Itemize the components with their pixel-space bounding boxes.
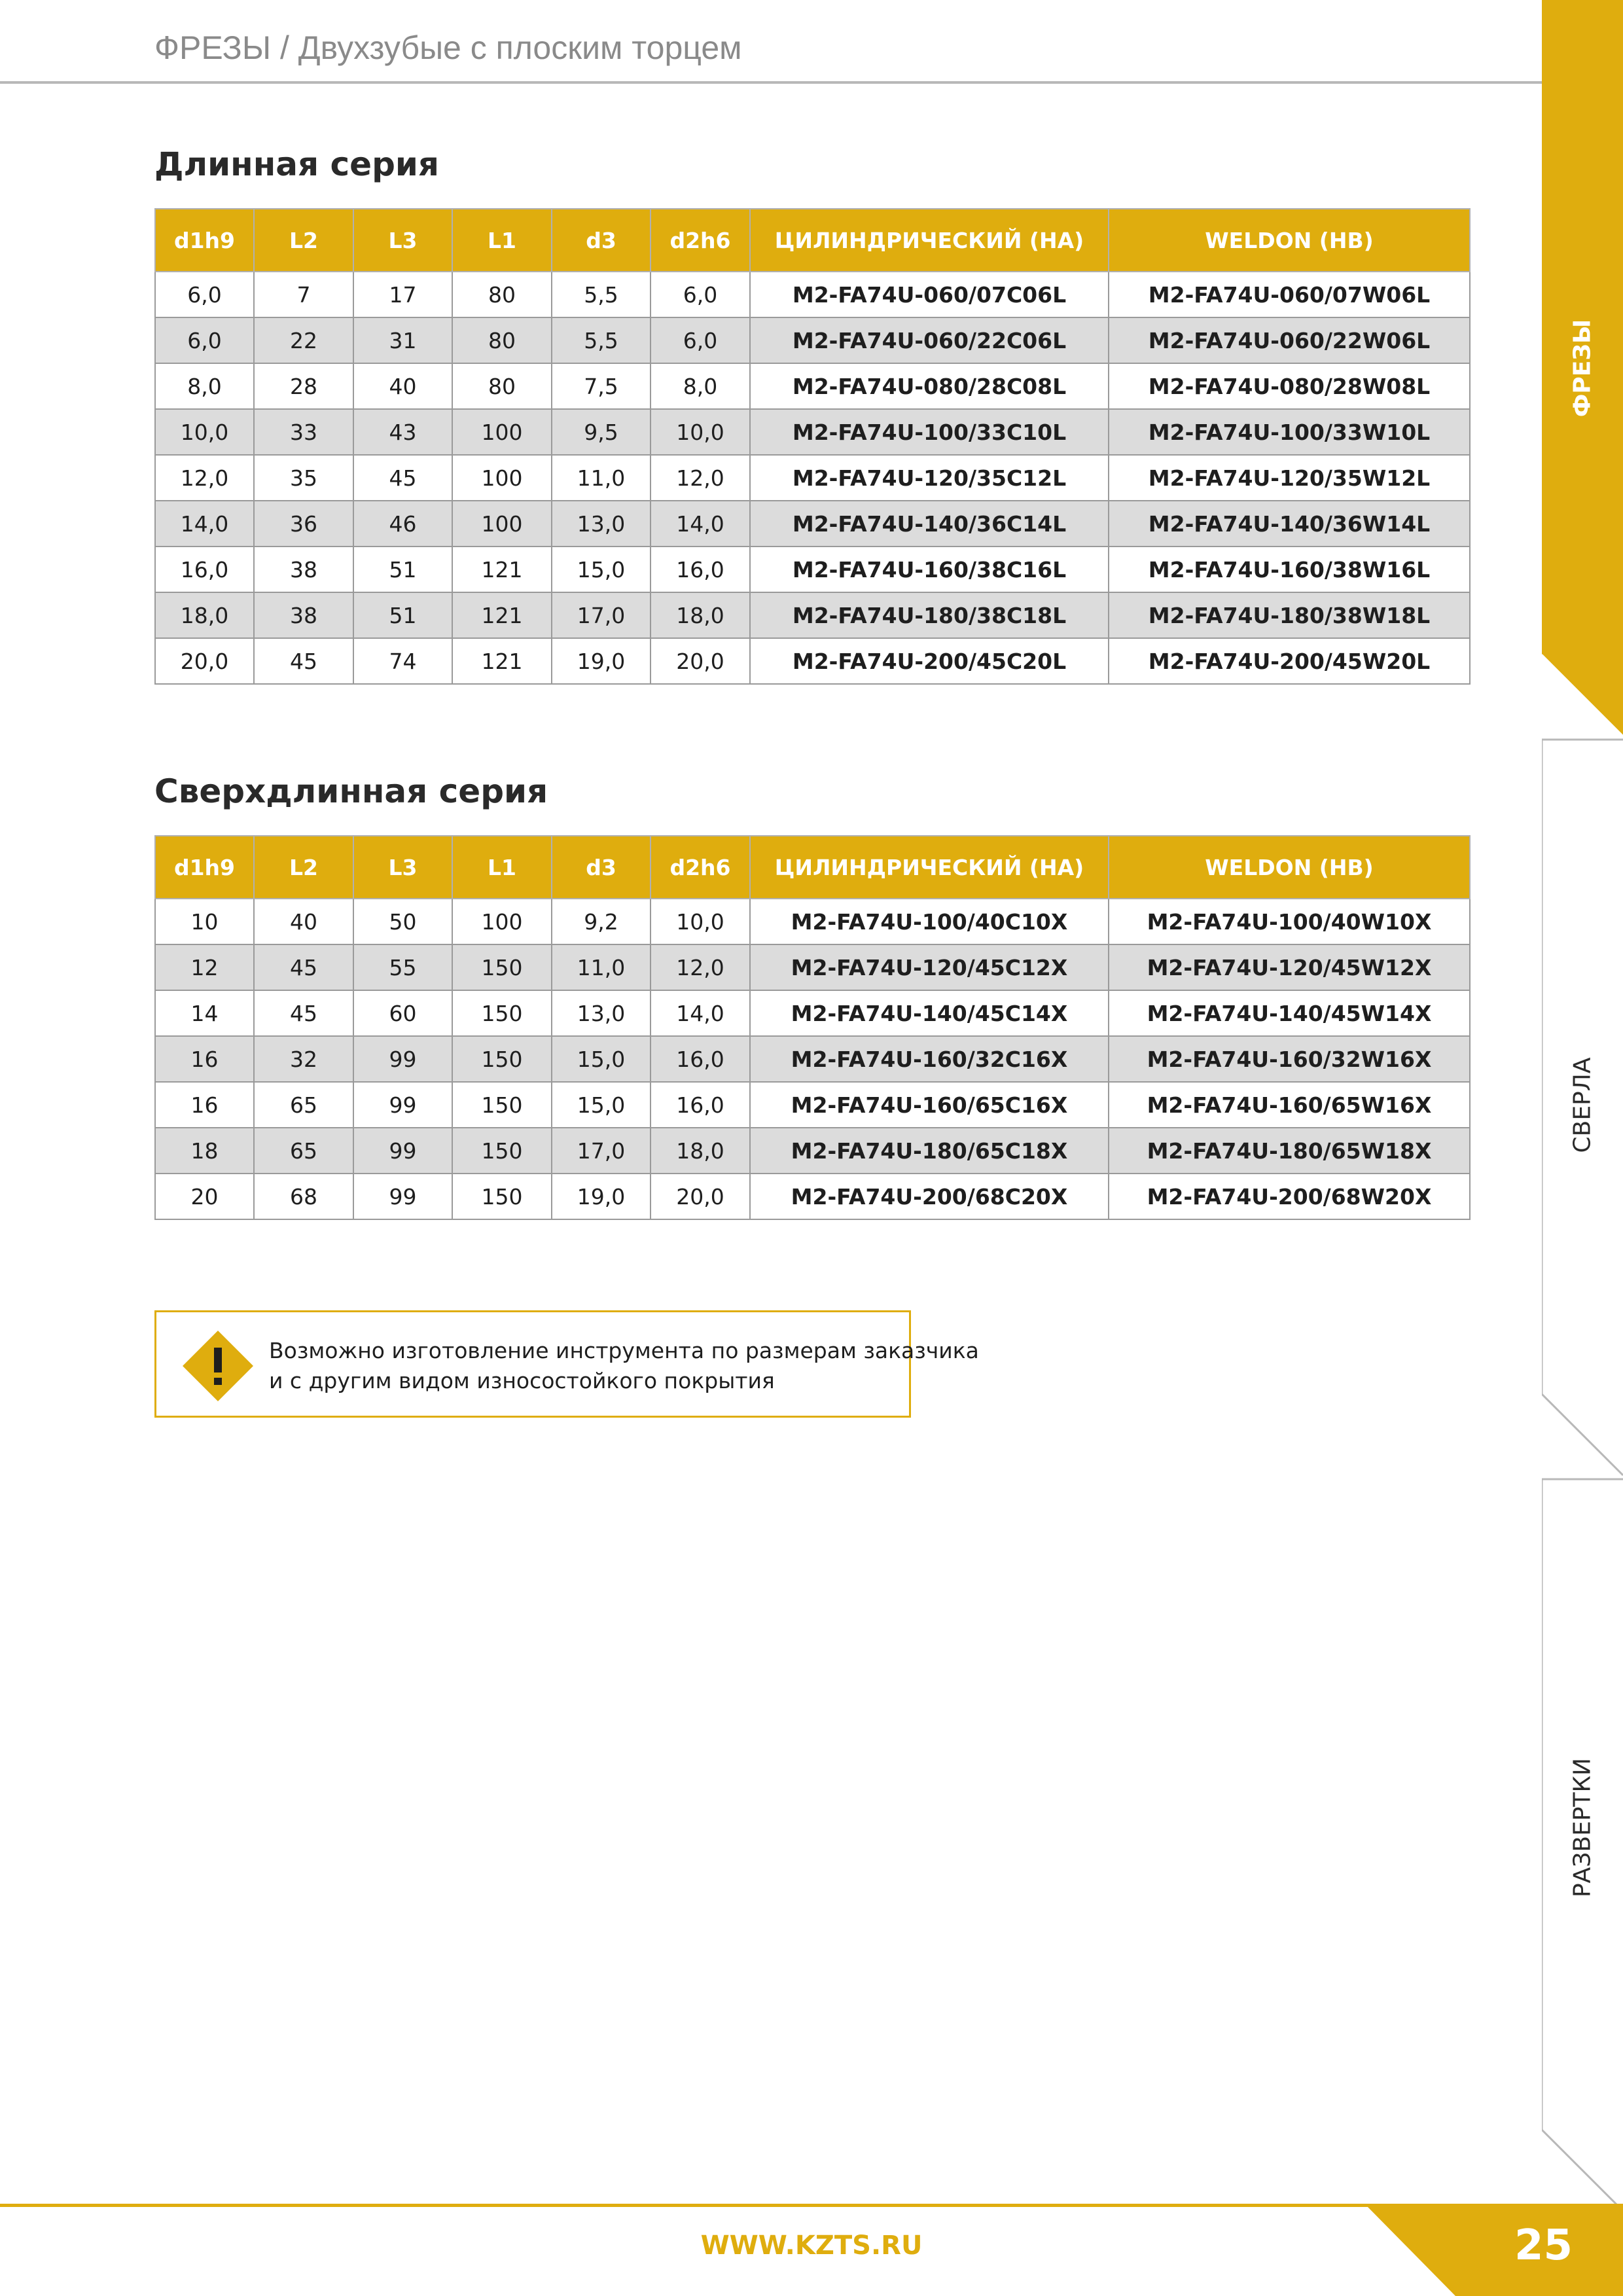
dimension-cell: 80 <box>452 363 552 409</box>
article-code-cell: M2-FA74U-060/22C06L <box>750 317 1109 363</box>
dimension-cell: 12 <box>155 944 254 990</box>
article-code-cell: M2-FA74U-200/68W20X <box>1109 1174 1470 1219</box>
column-header: L3 <box>353 836 452 899</box>
table-row <box>155 501 1470 547</box>
article-code-cell: M2-FA74U-180/65W18X <box>1109 1128 1470 1174</box>
dimension-cell: 9,2 <box>552 899 651 944</box>
dimension-cell: 65 <box>254 1128 353 1174</box>
spec-table-extra-long <box>154 835 1471 1220</box>
dimension-cell: 13,0 <box>552 990 651 1036</box>
article-code-cell: M2-FA74U-160/65W16X <box>1109 1082 1470 1128</box>
article-code-cell: M2-FA74U-080/28W08L <box>1109 363 1470 409</box>
dimension-cell: 18,0 <box>651 592 750 638</box>
page-header-title: ФРЕЗЫ / Двухзубые с плоским торцем <box>154 29 742 66</box>
dimension-cell: 15,0 <box>552 1036 651 1082</box>
dimension-cell: 55 <box>353 944 452 990</box>
note-box <box>154 1310 979 1418</box>
dimension-cell: 68 <box>254 1174 353 1219</box>
article-code-cell: M2-FA74U-120/35W12L <box>1109 455 1470 501</box>
dimension-cell: 40 <box>254 899 353 944</box>
column-header: L2 <box>254 836 353 899</box>
dimension-cell: 14,0 <box>651 990 750 1036</box>
dimension-cell: 12,0 <box>651 455 750 501</box>
dimension-cell: 150 <box>452 990 552 1036</box>
dimension-cell: 33 <box>254 409 353 455</box>
article-code-cell: M2-FA74U-200/45W20L <box>1109 638 1470 684</box>
column-header: d1h9 <box>155 209 254 272</box>
dimension-cell: 11,0 <box>552 455 651 501</box>
dimension-cell: 45 <box>254 638 353 684</box>
article-code-cell: M2-FA74U-160/38W16L <box>1109 547 1470 592</box>
table-row <box>155 363 1470 409</box>
dimension-cell: 14 <box>155 990 254 1036</box>
dimension-cell: 6,0 <box>155 272 254 317</box>
article-code-cell: M2-FA74U-160/38C16L <box>750 547 1109 592</box>
table-row <box>155 592 1470 638</box>
dimension-cell: 80 <box>452 272 552 317</box>
dimension-cell: 6,0 <box>155 317 254 363</box>
article-code-cell: M2-FA74U-160/32W16X <box>1109 1036 1470 1082</box>
dimension-cell: 15,0 <box>552 547 651 592</box>
article-code-cell: M2-FA74U-180/38C18L <box>750 592 1109 638</box>
dimension-cell: 51 <box>353 547 452 592</box>
header-divider <box>0 81 1542 84</box>
dimension-cell: 100 <box>452 409 552 455</box>
dimension-cell: 6,0 <box>651 317 750 363</box>
dimension-cell: 40 <box>353 363 452 409</box>
table-row <box>155 1036 1470 1082</box>
dimension-cell: 10 <box>155 899 254 944</box>
article-code-cell: M2-FA74U-160/32C16X <box>750 1036 1109 1082</box>
article-code-cell: M2-FA74U-060/22W06L <box>1109 317 1470 363</box>
dimension-cell: 17,0 <box>552 592 651 638</box>
dimension-cell: 16,0 <box>651 1036 750 1082</box>
section-title-extra-long: Сверхдлинная серия <box>154 772 548 810</box>
dimension-cell: 10,0 <box>651 409 750 455</box>
spec-table-long <box>154 208 1471 685</box>
dimension-cell: 5,5 <box>552 272 651 317</box>
article-code-cell: M2-FA74U-180/38W18L <box>1109 592 1470 638</box>
article-code-cell: M2-FA74U-140/45C14X <box>750 990 1109 1036</box>
dimension-cell: 80 <box>452 317 552 363</box>
table-row <box>155 455 1470 501</box>
article-code-cell: M2-FA74U-200/45C20L <box>750 638 1109 684</box>
dimension-cell: 150 <box>452 944 552 990</box>
dimension-cell: 150 <box>452 1128 552 1174</box>
dimension-cell: 16 <box>155 1082 254 1128</box>
column-header: L1 <box>452 836 552 899</box>
dimension-cell: 20,0 <box>651 1174 750 1219</box>
dimension-cell: 8,0 <box>155 363 254 409</box>
dimension-cell: 16,0 <box>651 547 750 592</box>
dimension-cell: 15,0 <box>552 1082 651 1128</box>
dimension-cell: 100 <box>452 899 552 944</box>
article-code-cell: M2-FA74U-120/45C12X <box>750 944 1109 990</box>
table-row <box>155 317 1470 363</box>
dimension-cell: 7,5 <box>552 363 651 409</box>
dimension-cell: 19,0 <box>552 638 651 684</box>
article-code-cell: M2-FA74U-100/40C10X <box>750 899 1109 944</box>
side-tab-frezy[interactable]: ФРЕЗЫ <box>1569 319 1596 418</box>
dimension-cell: 45 <box>254 944 353 990</box>
dimension-cell: 18 <box>155 1128 254 1174</box>
table-row <box>155 1082 1470 1128</box>
dimension-cell: 17,0 <box>552 1128 651 1174</box>
side-tab-razvertki[interactable]: РАЗВЕРТКИ <box>1569 1757 1596 1898</box>
dimension-cell: 16,0 <box>155 547 254 592</box>
dimension-cell: 13,0 <box>552 501 651 547</box>
article-code-cell: M2-FA74U-140/45W14X <box>1109 990 1470 1036</box>
warning-diamond-icon <box>181 1329 255 1403</box>
dimension-cell: 20,0 <box>155 638 254 684</box>
dimension-cell: 150 <box>452 1174 552 1219</box>
dimension-cell: 16,0 <box>651 1082 750 1128</box>
dimension-cell: 38 <box>254 592 353 638</box>
table-row <box>155 547 1470 592</box>
dimension-cell: 20 <box>155 1174 254 1219</box>
dimension-cell: 45 <box>353 455 452 501</box>
table-header-row <box>155 209 1470 272</box>
dimension-cell: 14,0 <box>155 501 254 547</box>
dimension-cell: 100 <box>452 455 552 501</box>
dimension-cell: 17 <box>353 272 452 317</box>
dimension-cell: 12,0 <box>155 455 254 501</box>
dimension-cell: 19,0 <box>552 1174 651 1219</box>
dimension-cell: 22 <box>254 317 353 363</box>
footer-url[interactable]: WWW.KZTS.RU <box>700 2231 923 2261</box>
dimension-cell: 5,5 <box>552 317 651 363</box>
dimension-cell: 35 <box>254 455 353 501</box>
dimension-cell: 28 <box>254 363 353 409</box>
column-header: WELDON (HB) <box>1109 209 1470 272</box>
article-code-cell: M2-FA74U-160/65C16X <box>750 1082 1109 1128</box>
table-row <box>155 944 1470 990</box>
dimension-cell: 10,0 <box>651 899 750 944</box>
dimension-cell: 46 <box>353 501 452 547</box>
dimension-cell: 20,0 <box>651 638 750 684</box>
note-line-2: и с другим видом износостойкого покрытия <box>269 1368 775 1393</box>
column-header: d3 <box>552 836 651 899</box>
article-code-cell: M2-FA74U-140/36W14L <box>1109 501 1470 547</box>
dimension-cell: 60 <box>353 990 452 1036</box>
dimension-cell: 16 <box>155 1036 254 1082</box>
dimension-cell: 99 <box>353 1128 452 1174</box>
table-header-row <box>155 836 1470 899</box>
column-header: d2h6 <box>651 209 750 272</box>
article-code-cell: M2-FA74U-120/45W12X <box>1109 944 1470 990</box>
dimension-cell: 121 <box>452 547 552 592</box>
dimension-cell: 18,0 <box>155 592 254 638</box>
article-code-cell: M2-FA74U-140/36C14L <box>750 501 1109 547</box>
dimension-cell: 7 <box>254 272 353 317</box>
dimension-cell: 45 <box>254 990 353 1036</box>
article-code-cell: M2-FA74U-080/28C08L <box>750 363 1109 409</box>
column-header: L1 <box>452 209 552 272</box>
dimension-cell: 6,0 <box>651 272 750 317</box>
table-row <box>155 272 1470 317</box>
dimension-cell: 99 <box>353 1174 452 1219</box>
column-header: WELDON (HB) <box>1109 836 1470 899</box>
table-row <box>155 638 1470 684</box>
column-header: L2 <box>254 209 353 272</box>
note-text <box>269 1336 979 1396</box>
dimension-cell: 43 <box>353 409 452 455</box>
section-title-long: Длинная серия <box>154 145 440 183</box>
dimension-cell: 50 <box>353 899 452 944</box>
dimension-cell: 99 <box>353 1036 452 1082</box>
column-header: d1h9 <box>155 836 254 899</box>
article-code-cell: M2-FA74U-180/65C18X <box>750 1128 1109 1174</box>
column-header: d3 <box>552 209 651 272</box>
article-code-cell: M2-FA74U-100/40W10X <box>1109 899 1470 944</box>
dimension-cell: 12,0 <box>651 944 750 990</box>
dimension-cell: 32 <box>254 1036 353 1082</box>
dimension-cell: 11,0 <box>552 944 651 990</box>
article-code-cell: M2-FA74U-200/68C20X <box>750 1174 1109 1219</box>
dimension-cell: 38 <box>254 547 353 592</box>
side-tab-sverla[interactable]: СВЕРЛА <box>1569 1057 1596 1153</box>
table-row <box>155 1174 1470 1219</box>
dimension-cell: 10,0 <box>155 409 254 455</box>
column-header: L3 <box>353 209 452 272</box>
column-header: ЦИЛИНДРИЧЕСКИЙ (НА) <box>750 836 1109 899</box>
dimension-cell: 36 <box>254 501 353 547</box>
table-row <box>155 990 1470 1036</box>
dimension-cell: 9,5 <box>552 409 651 455</box>
column-header: d2h6 <box>651 836 750 899</box>
article-code-cell: M2-FA74U-060/07W06L <box>1109 272 1470 317</box>
dimension-cell: 14,0 <box>651 501 750 547</box>
dimension-cell: 121 <box>452 592 552 638</box>
dimension-cell: 51 <box>353 592 452 638</box>
dimension-cell: 65 <box>254 1082 353 1128</box>
dimension-cell: 8,0 <box>651 363 750 409</box>
dimension-cell: 99 <box>353 1082 452 1128</box>
table-row <box>155 899 1470 944</box>
table-row <box>155 409 1470 455</box>
article-code-cell: M2-FA74U-060/07C06L <box>750 272 1109 317</box>
dimension-cell: 150 <box>452 1036 552 1082</box>
table-row <box>155 1128 1470 1174</box>
article-code-cell: M2-FA74U-100/33C10L <box>750 409 1109 455</box>
dimension-cell: 18,0 <box>651 1128 750 1174</box>
page-number: 25 <box>1514 2221 1573 2270</box>
article-code-cell: M2-FA74U-100/33W10L <box>1109 409 1470 455</box>
dimension-cell: 121 <box>452 638 552 684</box>
column-header: ЦИЛИНДРИЧЕСКИЙ (НА) <box>750 209 1109 272</box>
dimension-cell: 100 <box>452 501 552 547</box>
article-code-cell: M2-FA74U-120/35C12L <box>750 455 1109 501</box>
dimension-cell: 74 <box>353 638 452 684</box>
dimension-cell: 150 <box>452 1082 552 1128</box>
dimension-cell: 31 <box>353 317 452 363</box>
note-line-1: Возможно изготовление инструмента по размерам заказчика <box>269 1338 979 1363</box>
